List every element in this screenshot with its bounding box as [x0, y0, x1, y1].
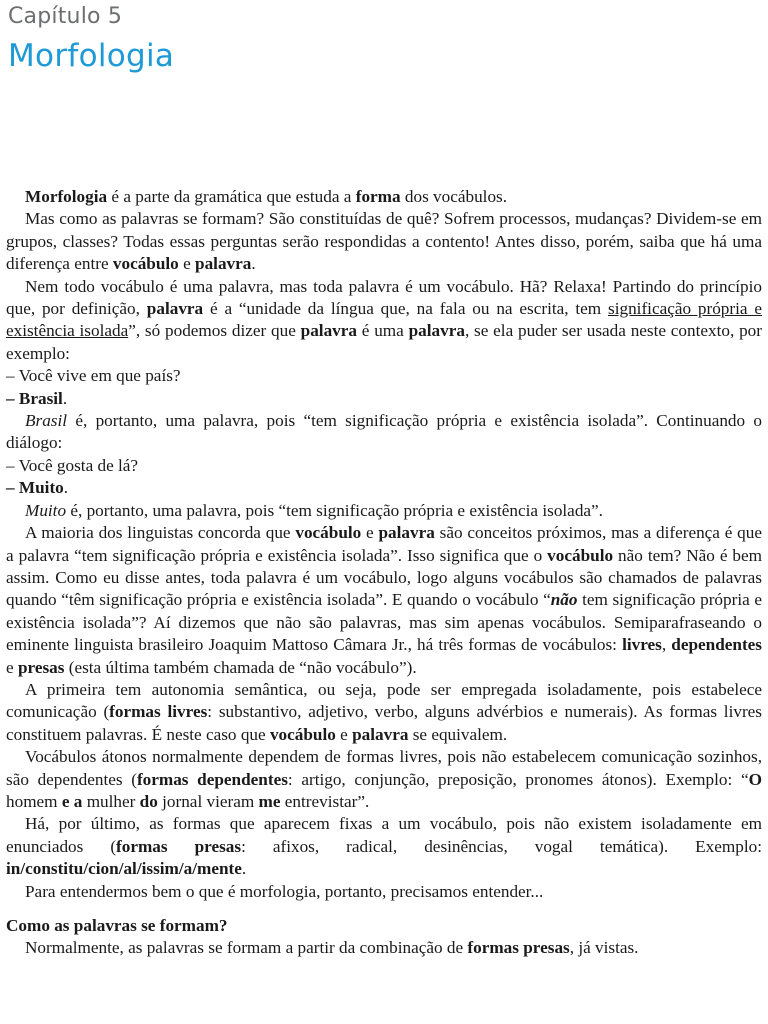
text: não tem? Não é bem assim. Como eu disse antes, toda palavra é um vocábulo, logo alguns vocábulos são chamados de palavras quando “têm significação própria e existência isolada”. E quando o vocábulo “ [6, 545, 763, 610]
text: , já vistas. [569, 938, 639, 958]
dialogue-line-1: – Você vive em que país? [6, 366, 181, 386]
text: ”, só podemos dizer que [128, 321, 301, 341]
text: e [178, 254, 196, 274]
paragraph-11 [6, 937, 762, 959]
text: jornal vieram [157, 791, 259, 811]
term: forma [355, 187, 401, 206]
text: . [251, 254, 256, 274]
paragraph-1 [6, 186, 762, 208]
term: formas presas [467, 938, 570, 958]
text: . [63, 478, 69, 498]
paragraph-10: Para entendermos bem o que é morfologia, portanto, precisamos entender... [25, 881, 544, 901]
term: – Brasil [6, 388, 63, 408]
term: palavra [146, 299, 204, 319]
text: Vocábulos átonos normalmente dependem de formas livres, pois não estabelecem comunicação sozinhos, são dependentes ( [6, 747, 762, 789]
text: é a parte da gramática que estuda a [107, 187, 356, 206]
term: formas dependentes [136, 769, 288, 789]
body-text [6, 186, 762, 960]
text: : substantivo, adjetivo, verbo, alguns advérbios e numerais). As formas livres constituem palavras. É neste caso que [6, 702, 762, 744]
text: são conceitos próximos, mas a diferença é que a palavra “tem significação própria e existência isolada”. Isso significa que o [6, 523, 762, 565]
text: A maioria dos linguistas concorda que [25, 523, 296, 543]
text: , se ela puder ser usada neste contexto, por exemplo: [6, 321, 762, 363]
text: se equivalem. [408, 724, 508, 744]
page-title: Morfologia [8, 38, 175, 74]
term: Morfologia [25, 187, 108, 206]
text: Há, por último, as formas que aparecem fixas a um vocábulo, pois não existem isoladamente em enunciados ( [6, 814, 762, 856]
paragraph-6 [6, 522, 762, 679]
text: entrevistar”. [280, 791, 370, 811]
term: me [258, 791, 281, 811]
term: vocábulo [547, 545, 614, 565]
text: : artigo, conjunção, preposição, pronomes átonos). Exemplo: “ [287, 769, 749, 789]
term: palavra [378, 523, 435, 543]
text: Normalmente, as palavras se formam a partir da combinação de [25, 938, 468, 958]
term: formas livres [109, 702, 208, 722]
text: é, portanto, uma palavra, pois “tem significação própria e existência isolada”. [66, 500, 603, 520]
italic-term: Brasil [25, 411, 68, 431]
paragraph-3 [6, 276, 762, 366]
term: vocábulo [295, 523, 362, 543]
text: é, portanto, uma palavra, pois “tem significação própria e existência isolada”. Continuando o diálogo: [6, 411, 762, 453]
dialogue-line-2 [6, 388, 762, 410]
term: e a [61, 791, 83, 811]
term: palavra [195, 254, 252, 274]
term: vocábulo [269, 724, 336, 744]
text: mulher [82, 791, 140, 811]
paragraph-4 [6, 410, 762, 455]
term: palavra [408, 321, 465, 341]
chapter-label: Capítulo 5 [8, 4, 123, 29]
text: : afixos, radical, desinências, vogal temática). Exemplo: [241, 836, 762, 856]
term: vocábulo [112, 254, 179, 274]
term: palavra [352, 724, 409, 744]
text: Nem todo vocábulo é uma palavra, mas toda palavra é um vocábulo. Hã? Relaxa! Partindo do princípio que, por definição, [6, 276, 762, 319]
paragraph-8 [6, 746, 762, 813]
text: e [335, 724, 353, 744]
term: O [748, 769, 762, 789]
text: e [6, 657, 18, 677]
underlined-definition: significação própria e existência isolada [6, 299, 762, 341]
text: , [661, 635, 672, 655]
term: dependentes [671, 635, 762, 655]
italic-term: Muito [25, 500, 67, 520]
text: homem [6, 791, 62, 811]
term: in/constitu/cion/al/issim/a/mente [6, 859, 242, 879]
text: dos vocábulos. [400, 187, 508, 206]
text: tem significação própria e existência isolada”? Aí dizemos que não são palavras, mas sim apenas vocábulos. Semiparafraseando o eminente linguista brasileiro Joaquim Mattoso Câmara Jr., há três formas de vocábulos: [6, 590, 762, 655]
text: é uma [356, 321, 409, 341]
italic-term: não [550, 590, 578, 610]
dialogue-line-3: – Você gosta de lá? [6, 455, 139, 475]
text: . [241, 859, 247, 879]
text: . [62, 388, 68, 408]
term: livres [622, 635, 662, 655]
term: – Muito [6, 478, 64, 498]
text: Mas como as palavras se formam? São constituídas de quê? Sofrem processos, mudanças? Dividem-se em grupos, classes? Todas essas perguntas serão respondidas a contento! Antes disso, porém, saiba que há uma diferença entre [6, 209, 762, 274]
paragraph-2 [6, 208, 762, 275]
dialogue-line-4 [6, 477, 762, 499]
paragraph-5 [6, 500, 762, 522]
term: presas [17, 657, 65, 677]
text: A primeira tem autonomia semântica, ou seja, pode ser empregada isoladamente, pois estabelece comunicação ( [6, 679, 762, 722]
term: formas presas [116, 836, 242, 856]
term: palavra [300, 321, 357, 341]
paragraph-9 [6, 813, 762, 880]
paragraph-7 [6, 679, 762, 746]
text: (esta última também chamada de “não vocábulo”). [64, 657, 417, 677]
section-heading [6, 915, 762, 937]
text: e [361, 523, 379, 543]
section-heading-text: Como as palavras se formam? [6, 916, 228, 935]
term: do [139, 791, 158, 811]
text: é a “unidade da língua que, na fala ou na escrita, tem [203, 299, 609, 319]
